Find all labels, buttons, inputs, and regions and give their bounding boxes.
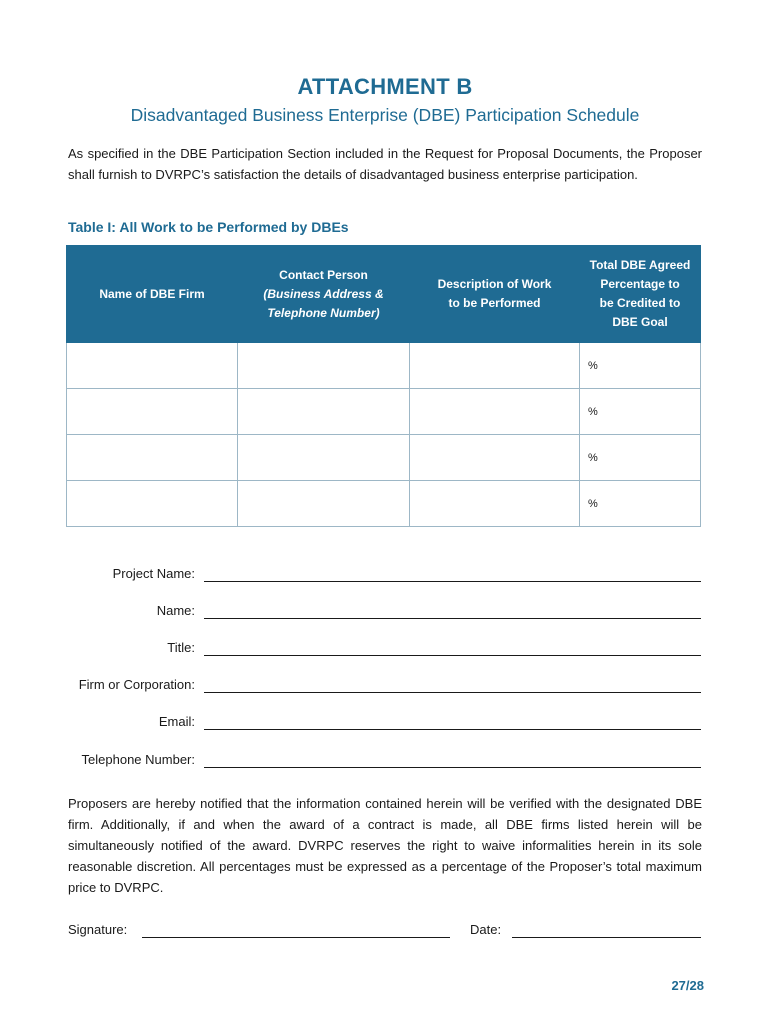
column-header-name-text: Name of DBE Firm (99, 286, 205, 301)
dbe-participation-table (66, 245, 701, 527)
cell-description[interactable] (410, 481, 580, 527)
intro-paragraph: As specified in the DBE Participation Section included in the Request for Proposal Documents, the Proposer shall furnish to DVRPC’s satisfaction the details of disadvantaged business enterprise participation. (68, 146, 702, 182)
name-label: Name: (156, 603, 195, 618)
title-label: Title: (167, 640, 195, 655)
signature-label: Signature: (68, 922, 128, 937)
signature-line[interactable] (142, 937, 450, 938)
notice-paragraph: Proposers are hereby notified that the information contained herein will be verified with the designated DBE firm. Additionally, if and when the award of a contract is made, all DBE firms listed herein will be simultaneously notified of the award. DVRPC reserves the right to waive informalities herein in its sole reasonable discretion. All percentages must be expressed as a percentage of the Proposer’s total maximum price to DVRPC. (68, 796, 702, 895)
date-label: Date: (470, 922, 502, 937)
date-line[interactable] (512, 937, 701, 938)
cell-percentage[interactable]: % (580, 343, 701, 389)
column-header-percentage-line4: DBE Goal (612, 315, 668, 329)
cell-contact[interactable] (238, 435, 410, 481)
email-label: Email: (158, 714, 195, 729)
cell-firm-name[interactable] (67, 343, 238, 389)
cell-contact[interactable] (238, 343, 410, 389)
cell-contact[interactable] (238, 481, 410, 527)
column-header-contact-line3: Telephone Number) (267, 305, 380, 320)
email-field (0, 714, 770, 734)
cell-description[interactable] (410, 389, 580, 435)
page-title: ATTACHMENT B (297, 74, 473, 99)
cell-contact[interactable] (238, 389, 410, 435)
column-header-percentage-line1: Total DBE Agreed (589, 258, 691, 272)
column-header-percentage-line3: be Credited to (599, 296, 681, 310)
column-header-percentage (580, 246, 701, 343)
title-line[interactable] (204, 655, 701, 656)
column-header-percentage-line2: Percentage to (600, 277, 680, 291)
table-row (67, 481, 701, 527)
page-number: 27/28 (671, 978, 704, 993)
cell-percentage[interactable]: % (580, 481, 701, 527)
column-header-contact-line1: Contact Person (279, 267, 368, 282)
firm-line[interactable] (204, 692, 701, 693)
table-row (67, 389, 701, 435)
telephone-line[interactable] (204, 767, 701, 768)
telephone-label: Telephone Number: (81, 752, 195, 767)
cell-description[interactable] (410, 435, 580, 481)
cell-percentage[interactable]: % (580, 435, 701, 481)
column-header-description-line1: Description of Work (437, 277, 552, 291)
column-header-contact (238, 246, 410, 343)
cell-firm-name[interactable] (67, 389, 238, 435)
cell-firm-name[interactable] (67, 435, 238, 481)
table-row (67, 343, 701, 389)
column-header-contact-line2: (Business Address & (263, 286, 384, 301)
column-header-description (410, 246, 580, 343)
firm-label: Firm or Corporation: (78, 677, 195, 692)
firm-field (0, 677, 770, 697)
project-name-field (0, 566, 770, 586)
name-field (0, 603, 770, 623)
email-line[interactable] (204, 729, 701, 730)
column-header-description-line2: to be Performed (448, 296, 541, 310)
table-heading: Table I: All Work to be Performed by DBEs (68, 219, 349, 235)
cell-percentage[interactable]: % (580, 389, 701, 435)
page-subtitle: Disadvantaged Business Enterprise (DBE) Participation Schedule (130, 105, 640, 125)
table-header-row (67, 246, 701, 343)
name-line[interactable] (204, 618, 701, 619)
project-name-label: Project Name: (112, 566, 195, 581)
cell-firm-name[interactable] (67, 481, 238, 527)
telephone-field (0, 752, 770, 772)
table-row (67, 435, 701, 481)
project-name-line[interactable] (204, 581, 701, 582)
title-field (0, 640, 770, 660)
cell-description[interactable] (410, 343, 580, 389)
column-header-name (67, 246, 238, 343)
